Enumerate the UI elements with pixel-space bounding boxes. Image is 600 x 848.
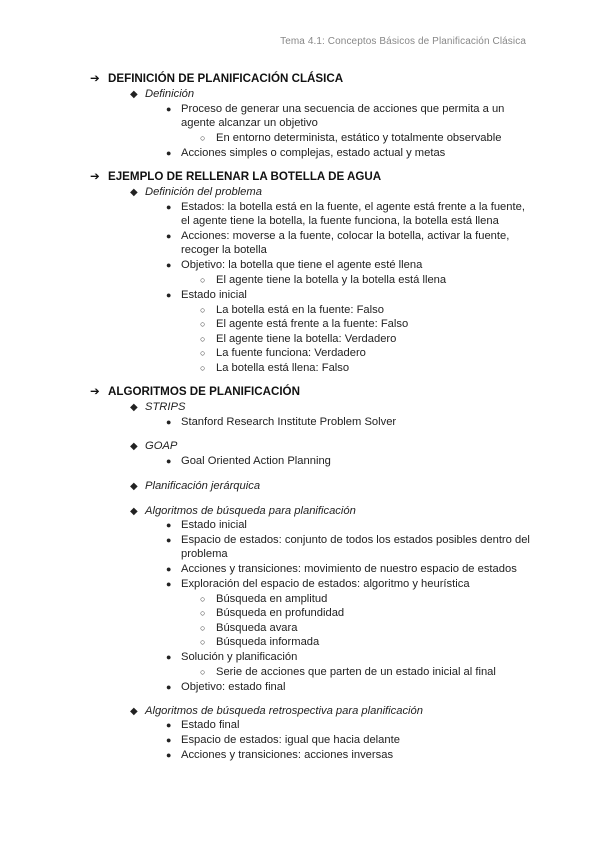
subsection-item	[130, 87, 194, 102]
list-item	[166, 533, 530, 547]
circle-bullet-icon: ○	[200, 623, 206, 633]
list-item	[166, 518, 247, 532]
sub-list-item	[200, 131, 501, 145]
sub-list-item	[200, 346, 366, 360]
list-item	[166, 229, 509, 243]
list-item-text: Acciones y transiciones: movimiento de nuestro espacio de estados	[181, 563, 517, 575]
bullet-icon: ●	[166, 417, 172, 427]
list-item-text: Objetivo: estado final	[181, 681, 286, 693]
list-item-text: Objetivo: la botella que tiene el agente esté llena	[181, 259, 423, 271]
diamond-bullet-icon: ◆	[130, 187, 138, 198]
subsection-item-text: Definición del problema	[145, 186, 262, 198]
list-item	[166, 454, 331, 468]
subsection-item-text: Algoritmos de búsqueda para planificación	[145, 505, 356, 517]
list-item	[166, 258, 422, 272]
section-heading	[90, 170, 381, 184]
sub-list-item	[200, 273, 446, 287]
section-heading-text: EJEMPLO DE RELLENAR LA BOTELLA DE AGUA	[108, 170, 382, 183]
sub-list-item	[200, 303, 384, 317]
sub-list-item-text: Búsqueda informada	[216, 636, 320, 648]
list-item	[166, 200, 525, 214]
sub-list-item-text: Búsqueda en amplitud	[216, 593, 328, 605]
subsection-item-text: Definición	[145, 88, 195, 100]
list-item-text: Solución y planificación	[181, 651, 298, 663]
sub-list-item	[200, 665, 496, 679]
sub-list-item	[200, 361, 349, 375]
bullet-icon: ●	[166, 652, 172, 662]
list-item	[166, 146, 445, 160]
circle-bullet-icon: ○	[200, 305, 206, 315]
bullet-icon: ●	[166, 148, 172, 158]
section-heading-text: ALGORITMOS DE PLANIFICACIÓN	[108, 385, 300, 398]
list-item-continuation	[181, 214, 499, 228]
sub-list-item	[200, 592, 327, 606]
sub-list-item-text: El agente tiene la botella: Verdadero	[216, 333, 397, 345]
bullet-icon: ●	[166, 564, 172, 574]
circle-bullet-icon: ○	[200, 275, 206, 285]
list-item	[166, 562, 517, 576]
arrow-icon: ➔	[90, 170, 100, 183]
list-item-text: Espacio de estados: igual que hacia delante	[181, 734, 400, 746]
sub-list-item-text: El agente tiene la botella y la botella está llena	[216, 274, 447, 286]
list-item-text: Estado inicial	[181, 519, 247, 531]
list-item-continuation-text: agente alcanzar un objetivo	[181, 117, 318, 129]
list-item-continuation	[181, 547, 228, 561]
list-item-text: Stanford Research Institute Problem Solver	[181, 416, 397, 428]
bullet-icon: ●	[166, 535, 172, 545]
subsection-item	[130, 479, 260, 494]
page-header: Tema 4.1: Conceptos Básicos de Planificación Clásica	[280, 36, 526, 47]
circle-bullet-icon: ○	[200, 637, 206, 647]
diamond-bullet-icon: ◆	[130, 89, 138, 100]
bullet-icon: ●	[166, 231, 172, 241]
sub-list-item-text: La fuente funciona: Verdadero	[216, 347, 366, 359]
list-item-text: Exploración del espacio de estados: algoritmo y heurística	[181, 578, 470, 590]
list-item-text: Proceso de generar una secuencia de acciones que permita a un	[181, 103, 505, 115]
sub-list-item-text: Búsqueda en profundidad	[216, 607, 345, 619]
list-item-continuation-text: el agente tiene la botella, la fuente funciona, la botella está llena	[181, 215, 499, 227]
bullet-icon: ●	[166, 579, 172, 589]
bullet-icon: ●	[166, 202, 172, 212]
bullet-icon: ●	[166, 735, 172, 745]
diamond-bullet-icon: ◆	[130, 402, 138, 413]
sub-list-item-text: La botella está en la fuente: Falso	[216, 304, 384, 316]
subsection-item-text: Algoritmos de búsqueda retrospectiva para planificación	[145, 705, 423, 717]
sub-list-item	[200, 606, 344, 620]
diamond-bullet-icon: ◆	[130, 706, 138, 717]
sub-list-item	[200, 635, 319, 649]
subsection-item	[130, 439, 177, 454]
list-item-text: Estado final	[181, 719, 240, 731]
sub-list-item	[200, 332, 396, 346]
bullet-icon: ●	[166, 720, 172, 730]
arrow-icon: ➔	[90, 385, 100, 398]
bullet-icon: ●	[166, 290, 172, 300]
list-item-text: Espacio de estados: conjunto de todos los estados posibles dentro del	[181, 534, 530, 546]
list-item	[166, 415, 396, 429]
bullet-icon: ●	[166, 750, 172, 760]
bullet-icon: ●	[166, 104, 172, 114]
circle-bullet-icon: ○	[200, 363, 206, 373]
list-item-continuation-text: recoger la botella	[181, 244, 267, 256]
section-heading	[90, 72, 343, 86]
list-item-continuation	[181, 116, 318, 130]
list-item-continuation-text: problema	[181, 548, 228, 560]
bullet-icon: ●	[166, 520, 172, 530]
list-item-text: Acciones: moverse a la fuente, colocar la botella, activar la fuente,	[181, 230, 510, 242]
list-item-text: Acciones y transiciones: acciones inversas	[181, 749, 394, 761]
subsection-item-text: GOAP	[145, 440, 178, 452]
circle-bullet-icon: ○	[200, 594, 206, 604]
subsection-item	[130, 704, 423, 719]
subsection-item-text: Planificación jerárquica	[145, 480, 261, 492]
list-item-text: Estado inicial	[181, 289, 247, 301]
bullet-icon: ●	[166, 682, 172, 692]
bullet-icon: ●	[166, 260, 172, 270]
subsection-item	[130, 185, 262, 200]
circle-bullet-icon: ○	[200, 348, 206, 358]
subsection-item-text: STRIPS	[145, 401, 186, 413]
diamond-bullet-icon: ◆	[130, 506, 138, 517]
circle-bullet-icon: ○	[200, 667, 206, 677]
section-heading	[90, 385, 300, 399]
sub-list-item	[200, 621, 297, 635]
sub-list-item-text: El agente está frente a la fuente: Falso	[216, 318, 409, 330]
sub-list-item-text: Serie de acciones que parten de un estado inicial al final	[216, 666, 496, 678]
diamond-bullet-icon: ◆	[130, 481, 138, 492]
circle-bullet-icon: ○	[200, 133, 206, 143]
subsection-item	[130, 400, 185, 415]
diamond-bullet-icon: ◆	[130, 441, 138, 452]
sub-list-item-text: La botella está llena: Falso	[216, 362, 350, 374]
list-item	[166, 288, 247, 302]
section-heading-text: DEFINICIÓN DE PLANIFICACIÓN CLÁSICA	[108, 72, 344, 85]
list-item	[166, 718, 239, 732]
circle-bullet-icon: ○	[200, 608, 206, 618]
list-item-text: Acciones simples o complejas, estado actual y metas	[181, 147, 446, 159]
list-item	[166, 680, 285, 694]
list-item	[166, 748, 393, 762]
circle-bullet-icon: ○	[200, 319, 206, 329]
list-item-text: Estados: la botella está en la fuente, el agente está frente a la fuente,	[181, 201, 525, 213]
subsection-item	[130, 504, 356, 519]
sub-list-item	[200, 317, 408, 331]
list-item	[166, 102, 504, 116]
sub-list-item-text: Búsqueda avara	[216, 622, 298, 634]
list-item-text: Goal Oriented Action Planning	[181, 455, 331, 467]
list-item	[166, 577, 470, 591]
circle-bullet-icon: ○	[200, 334, 206, 344]
arrow-icon: ➔	[90, 72, 100, 85]
list-item	[166, 733, 400, 747]
list-item	[166, 650, 297, 664]
list-item-continuation	[181, 243, 267, 257]
sub-list-item-text: En entorno determinista, estático y totalmente observable	[216, 132, 502, 144]
bullet-icon: ●	[166, 456, 172, 466]
